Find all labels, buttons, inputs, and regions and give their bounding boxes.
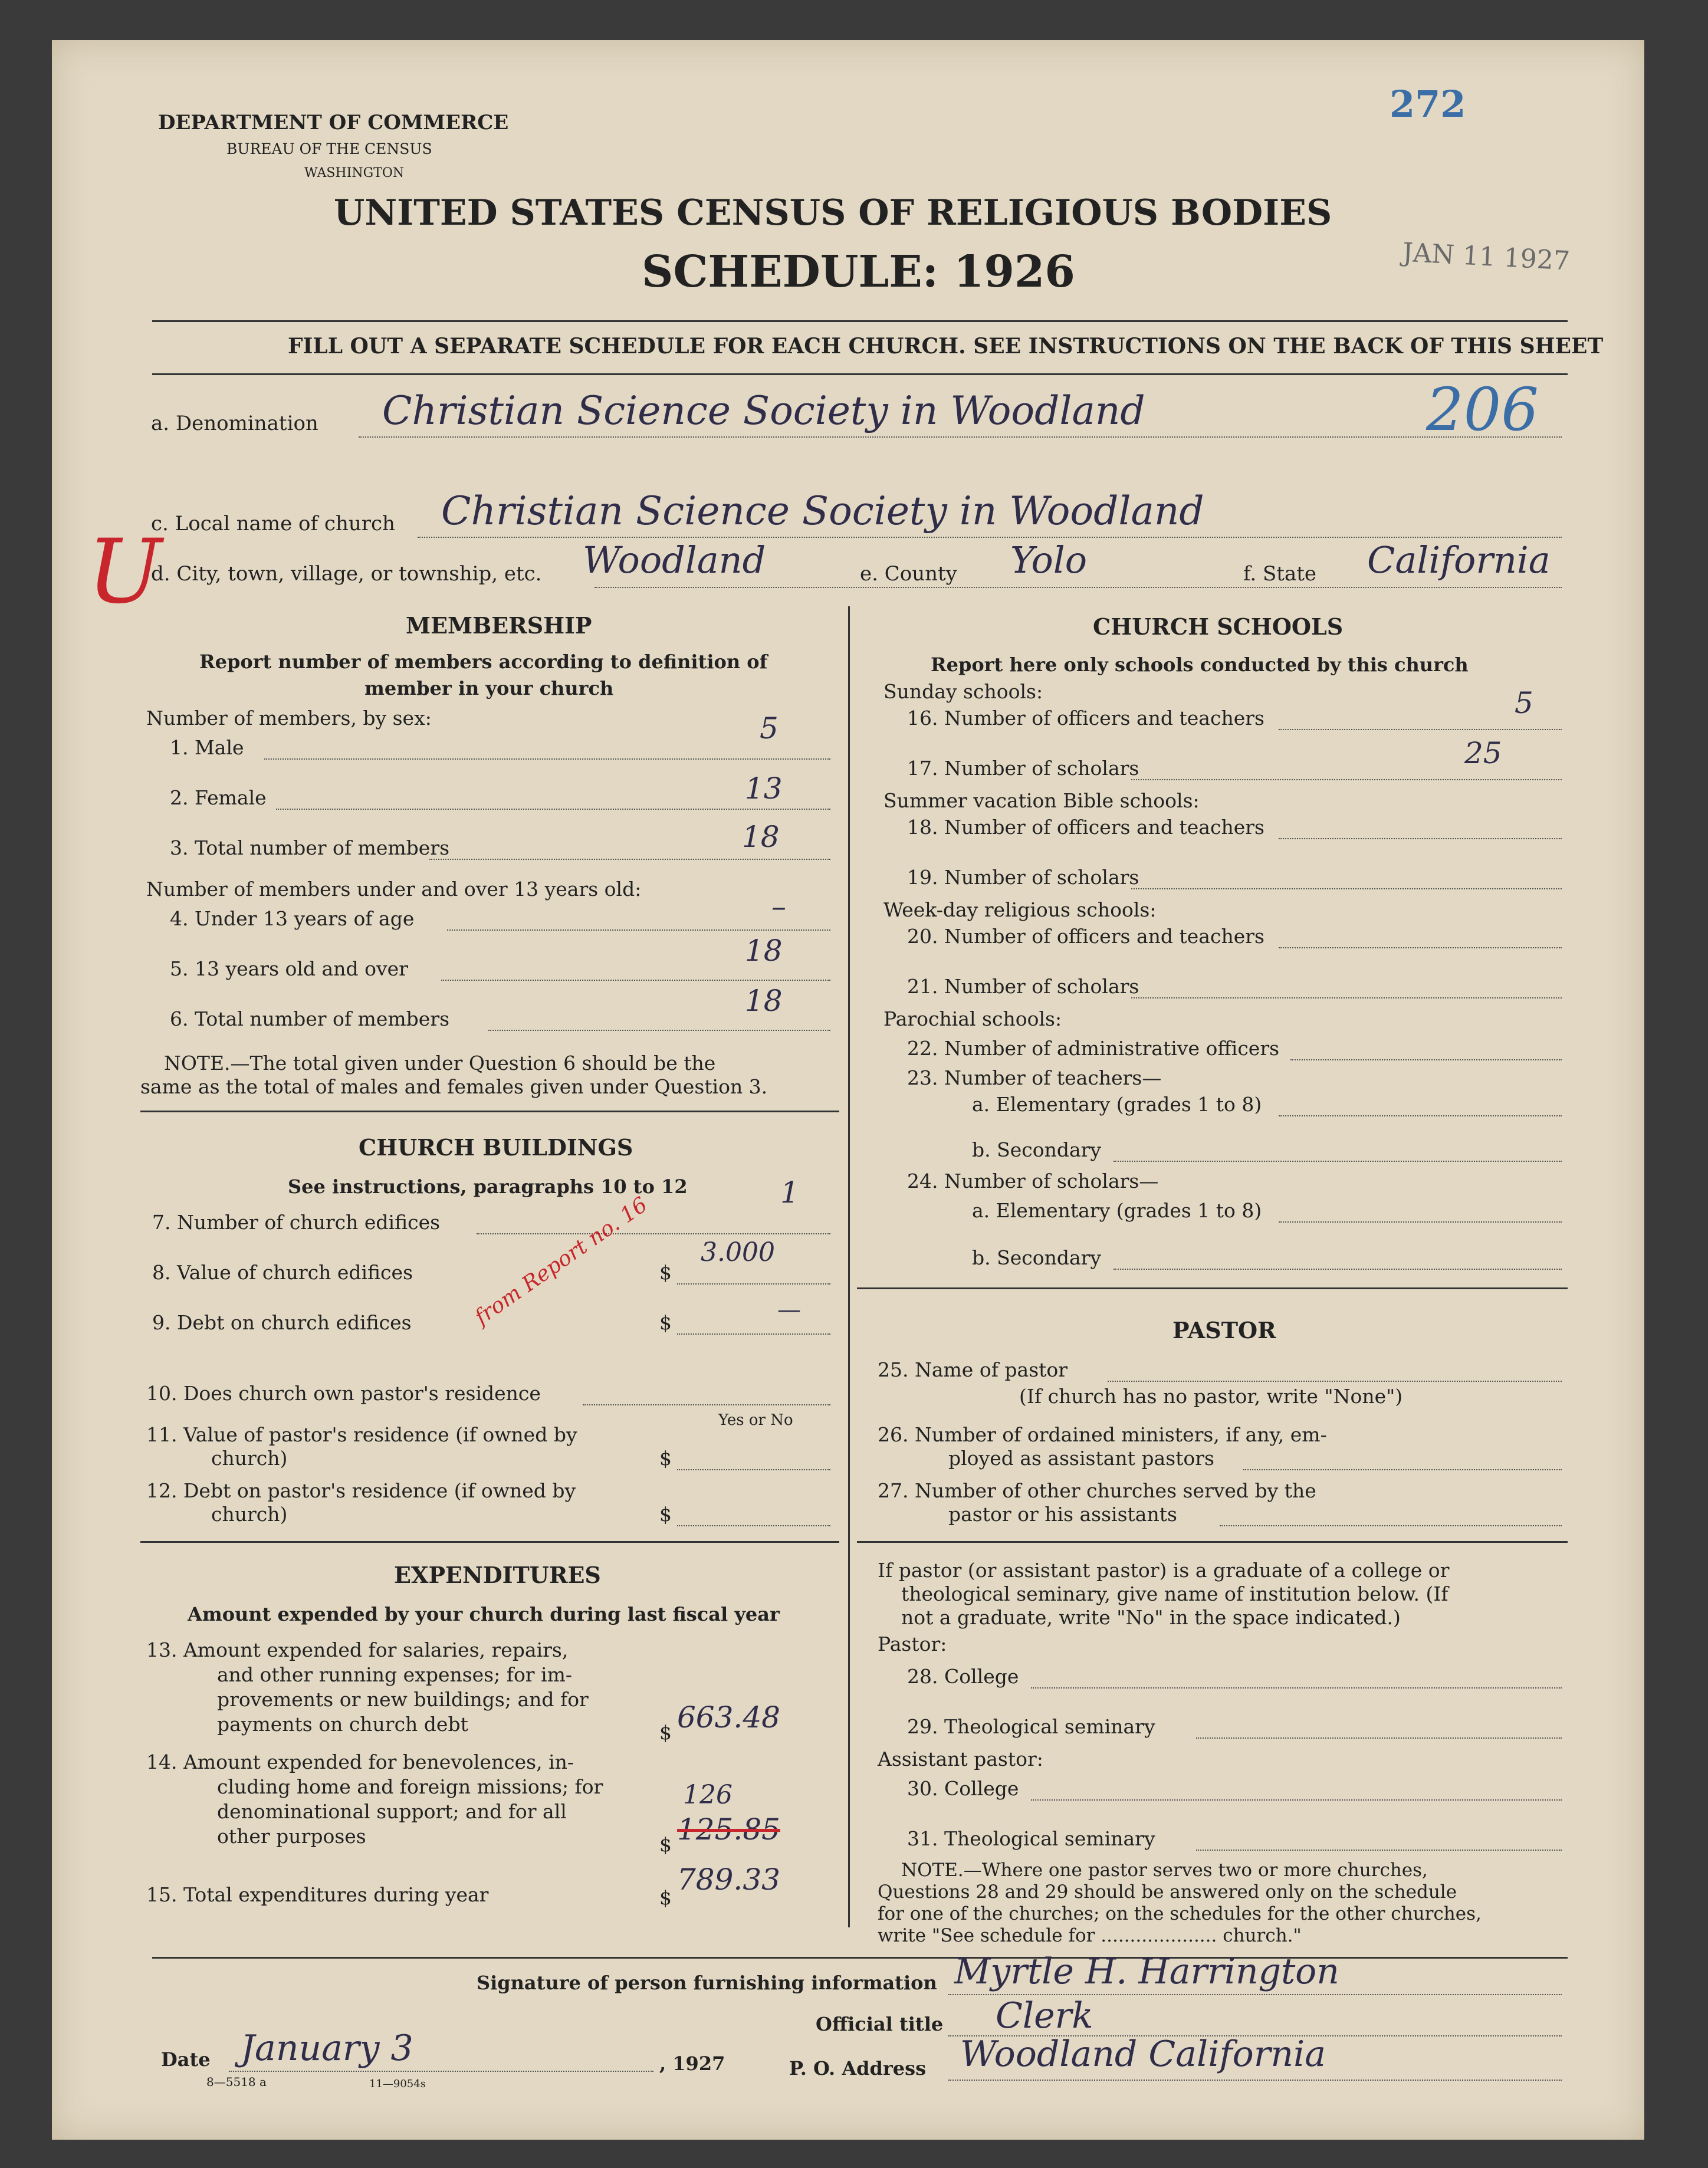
q14-label-3: denominational support; and for all (217, 1800, 567, 1823)
q17-value[interactable]: 25 (1464, 736, 1502, 770)
q23-label: 23. Number of teachers— (907, 1066, 1162, 1089)
church-schools-heading: CHURCH SCHOOLS (1093, 613, 1344, 640)
membership-subheading-2: member in your church (364, 677, 614, 699)
q9-dollar: $ (659, 1311, 672, 1334)
q16-value[interactable]: 5 (1515, 686, 1533, 720)
page-title: UNITED STATES CENSUS OF RELIGIOUS BODIES (334, 192, 1332, 234)
q1-value[interactable]: 5 (760, 711, 779, 745)
census-schedule-sheet (52, 40, 1644, 2140)
state-value[interactable]: California (1367, 538, 1551, 582)
schedule-title: SCHEDULE: 1926 (642, 247, 1075, 297)
q6-label: 6. Total number of members (170, 1007, 450, 1030)
expenditures-subheading: Amount expended by your church during last fiscal year (188, 1603, 780, 1625)
local-name-label: c. Local name of church (151, 512, 395, 536)
city-value[interactable]: Woodland (583, 538, 766, 582)
yes-or-no-label: Yes or No (718, 1411, 793, 1429)
q20-label: 20. Number of officers and teachers (907, 925, 1264, 948)
q5-value[interactable]: 18 (745, 934, 783, 968)
q12-label: 12. Debt on pastor's residence (if owned by (146, 1479, 576, 1502)
q9-label: 9. Debt on church edifices (152, 1311, 412, 1334)
graduate-note-1: If pastor (or assistant pastor) is a graduate of a college or (878, 1559, 1450, 1582)
membership-heading: MEMBERSHIP (406, 612, 592, 639)
q3-label: 3. Total number of members (170, 836, 450, 859)
weekday-schools-label: Week-day religious schools: (883, 898, 1157, 921)
membership-note-2: same as the total of males and females given under Question 3. (140, 1075, 768, 1098)
q13-label-3: provements or new buildings; and for (217, 1688, 589, 1711)
schedule-number: 272 (1390, 83, 1466, 126)
denomination-value[interactable]: Christian Science Society in Woodland (382, 388, 1145, 433)
city-label: d. City, town, village, or township, etc. (151, 562, 542, 586)
pastor-note-2: Questions 28 and 29 should be answered only on the schedule (878, 1881, 1457, 1903)
membership-note-1: NOTE.—The total given under Question 6 should be the (164, 1052, 716, 1075)
washington-label: WASHINGTON (304, 166, 405, 180)
q15-dollar: $ (659, 1886, 672, 1909)
pastor-sub-label: Pastor: (878, 1632, 947, 1655)
q6-value[interactable]: 18 (745, 984, 783, 1018)
q21-label: 21. Number of scholars (907, 975, 1139, 998)
q12-label-2: church) (211, 1503, 288, 1526)
graduate-note-2: theological seminary, give name of institution below. (If (901, 1582, 1448, 1605)
q1-label: 1. Male (170, 736, 244, 759)
q8-dollar: $ (659, 1261, 672, 1284)
q13-value[interactable]: 663.48 (677, 1700, 780, 1735)
form-number-1: 8—5518 a (206, 2075, 267, 2089)
q27-label: 27. Number of other churches served by the (878, 1479, 1316, 1502)
expenditures-heading: EXPENDITURES (394, 1562, 601, 1588)
q11-label: 11. Value of pastor's residence (if owned by (146, 1423, 577, 1446)
q14-label-2: cluding home and foreign missions; for (217, 1775, 603, 1798)
report-annotation: from Report no. 16 (470, 1193, 652, 1330)
q23a-label: a. Elementary (grades 1 to 8) (972, 1093, 1262, 1116)
q4-value[interactable]: – (771, 889, 786, 924)
membership-subheading-1: Report number of members according to definition of (199, 651, 768, 673)
parochial-schools-label: Parochial schools: (883, 1007, 1062, 1030)
q25-label: 25. Name of pastor (878, 1358, 1068, 1381)
graduate-note-3: not a graduate, write "No" in the space indicated.) (901, 1606, 1401, 1629)
q24a-label: a. Elementary (grades 1 to 8) (972, 1199, 1262, 1222)
q2-label: 2. Female (170, 786, 267, 809)
date-year: , 1927 (659, 2052, 725, 2075)
q31-label: 31. Theological seminary (907, 1827, 1155, 1850)
q13-label: 13. Amount expended for salaries, repairs, (146, 1638, 569, 1661)
q8-label: 8. Value of church edifices (152, 1261, 413, 1284)
q15-label: 15. Total expenditures during year (146, 1883, 489, 1906)
pastor-note-3: for one of the churches; on the schedules for the other churches, (878, 1903, 1482, 1924)
q24b-label: b. Secondary (972, 1246, 1102, 1269)
q15-value[interactable]: 789.33 (677, 1862, 780, 1897)
signature-label: Signature of person furnishing information (477, 1972, 937, 1994)
q26-label-2: ployed as assistant pastors (948, 1447, 1214, 1470)
q7-value[interactable]: 1 (780, 1175, 799, 1210)
q22-label: 22. Number of administrative officers (907, 1037, 1280, 1060)
sunday-schools-label: Sunday schools: (883, 680, 1043, 703)
q14-dollar: $ (659, 1833, 672, 1856)
bureau-label: BUREAU OF THE CENSUS (226, 140, 432, 157)
assistant-pastor-label: Assistant pastor: (878, 1747, 1043, 1770)
fill-out-instruction: FILL OUT A SEPARATE SCHEDULE FOR EACH CHURCH. SEE INSTRUCTIONS ON THE BACK OF THIS SHEET (288, 334, 1604, 359)
pastor-note-4: write "See schedule for .................... church." (878, 1925, 1302, 1946)
q24-label: 24. Number of scholars— (907, 1170, 1159, 1193)
q28-label: 28. College (907, 1665, 1019, 1688)
pastor-heading: PASTOR (1172, 1317, 1276, 1343)
local-name-value[interactable]: Christian Science Society in Woodland (441, 488, 1204, 534)
q14-correction: 126 (683, 1780, 733, 1810)
q10-label: 10. Does church own pastor's residence (146, 1382, 541, 1405)
date-label: Date (161, 2048, 211, 2071)
q17-label: 17. Number of scholars (907, 757, 1139, 780)
denomination-label: a. Denomination (151, 412, 318, 435)
buildings-instruction: See instructions, paragraphs 10 to 12 (288, 1175, 688, 1198)
q26-label: 26. Number of ordained ministers, if any, em- (878, 1423, 1327, 1446)
county-label: e. County (860, 562, 957, 586)
q14-label: 14. Amount expended for benevolences, in- (146, 1750, 574, 1773)
summer-schools-label: Summer vacation Bible schools: (883, 789, 1200, 812)
q5-label: 5. 13 years old and over (170, 957, 408, 980)
q11-dollar: $ (659, 1447, 672, 1470)
denomination-code: 206 (1426, 375, 1539, 444)
church-schools-subheading: Report here only schools conducted by this church (931, 653, 1469, 676)
q25-note: (If church has no pastor, write "None") (1019, 1385, 1403, 1408)
official-title-value[interactable]: Clerk (996, 1995, 1093, 2036)
county-value[interactable]: Yolo (1010, 538, 1088, 582)
q16-label: 16. Number of officers and teachers (907, 707, 1264, 730)
q30-label: 30. College (907, 1777, 1019, 1800)
state-label: f. State (1243, 562, 1316, 586)
q14-value[interactable]: 125.85 (677, 1812, 780, 1847)
date-value[interactable]: January 3 (241, 2028, 413, 2069)
q27-label-2: pastor or his assistants (948, 1503, 1177, 1526)
q29-label: 29. Theological seminary (907, 1715, 1155, 1738)
members-over-under-label: Number of members under and over 13 years old: (146, 878, 642, 901)
q12-dollar: $ (659, 1503, 672, 1526)
official-title-label: Official title (816, 2013, 944, 2035)
department-label: DEPARTMENT OF COMMERCE (158, 111, 509, 134)
q9-value[interactable]: — (777, 1296, 801, 1323)
date-stamp: JAN 11 1927 (1401, 237, 1571, 277)
q7-label: 7. Number of church edifices (152, 1211, 441, 1234)
q4-label: 4. Under 13 years of age (170, 907, 415, 930)
members-by-sex-label: Number of members, by sex: (146, 707, 432, 730)
church-buildings-heading: CHURCH BUILDINGS (359, 1134, 633, 1161)
q8-value[interactable]: 3.000 (701, 1237, 775, 1267)
q13-label-2: and other running expenses; for im- (217, 1663, 573, 1686)
q14-label-4: other purposes (217, 1825, 366, 1848)
q13-label-4: payments on church debt (217, 1713, 468, 1736)
q2-value[interactable]: 13 (745, 771, 783, 806)
q18-label: 18. Number of officers and teachers (907, 816, 1264, 839)
margin-mark: U (87, 521, 162, 623)
form-number-2: 11—9054s (369, 2078, 426, 2090)
signature-value[interactable]: Myrtle H. Harrington (954, 1951, 1339, 1992)
q19-label: 19. Number of scholars (907, 866, 1139, 889)
q11-label-2: church) (211, 1447, 288, 1470)
q23b-label: b. Secondary (972, 1138, 1102, 1161)
pastor-note-1: NOTE.—Where one pastor serves two or more churches, (901, 1860, 1428, 1881)
po-address-value[interactable]: Woodland California (960, 2034, 1326, 2075)
po-address-label: P. O. Address (789, 2057, 927, 2080)
q13-dollar: $ (659, 1721, 672, 1744)
q3-value[interactable]: 18 (742, 820, 780, 854)
